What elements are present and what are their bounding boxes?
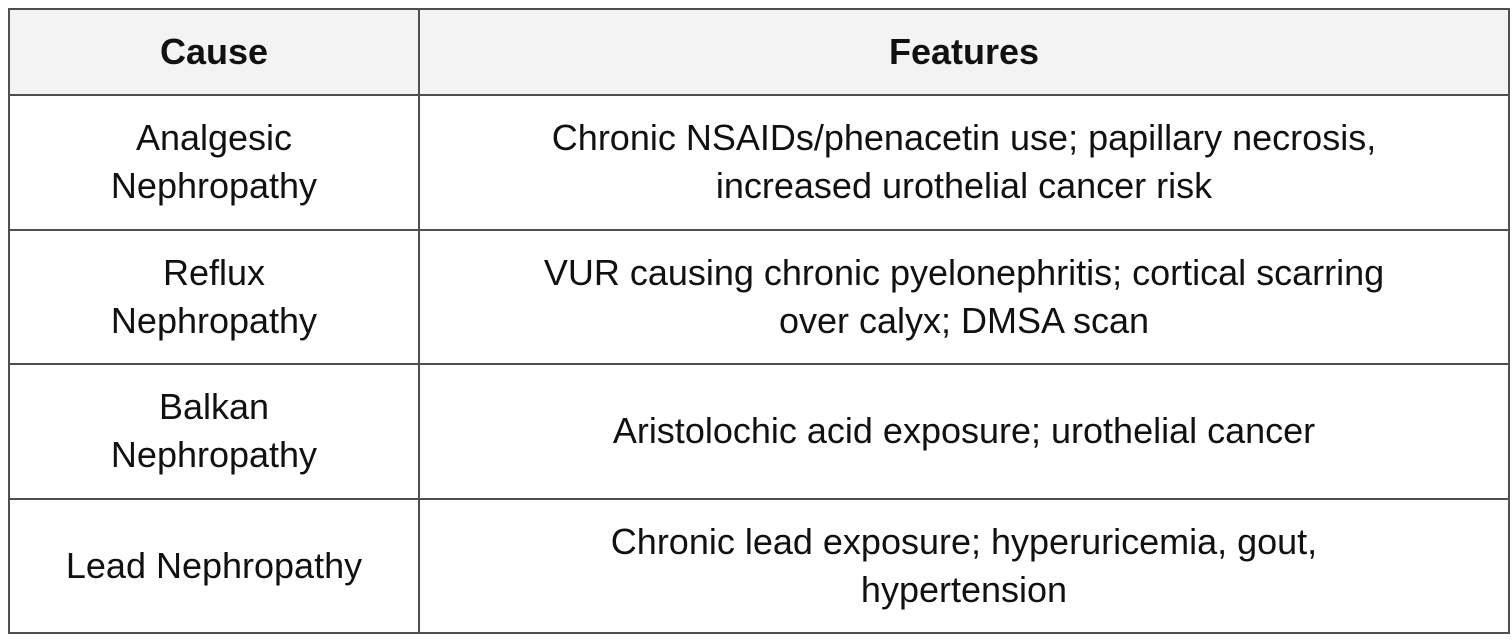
cause-cell — [9, 95, 419, 230]
header-row — [9, 9, 1509, 95]
features-cell — [419, 230, 1509, 365]
table-row — [9, 499, 1509, 634]
cause-line: Nephropathy — [110, 299, 318, 341]
features-line: hypertension — [860, 568, 1068, 610]
cause-line: Nephropathy — [110, 434, 318, 476]
table-row — [9, 95, 1509, 230]
table-row — [9, 230, 1509, 365]
causes-table — [8, 8, 1510, 634]
features-line: over calyx; DMSA scan — [778, 299, 1150, 341]
cause-line: Nephropathy — [110, 165, 318, 207]
cause-line: Reflux — [162, 251, 266, 293]
features-line: VUR causing chronic pyelonephritis; cortical scarring — [543, 251, 1385, 293]
cause-line: Analgesic — [135, 117, 293, 159]
features-line: Chronic NSAIDs/phenacetin use; papillary necrosis, — [551, 117, 1377, 159]
features-line: Chronic lead exposure; hyperuricemia, gout, — [610, 520, 1318, 562]
header-features: Features — [419, 9, 1509, 95]
features-line: Aristolochic acid exposure; urothelial cancer — [612, 410, 1316, 452]
cause-cell — [9, 230, 419, 365]
cause-line: Balkan — [158, 386, 270, 428]
cause-cell — [9, 364, 419, 499]
table-row — [9, 364, 1509, 499]
features-cell — [419, 95, 1509, 230]
features-line: increased urothelial cancer risk — [715, 165, 1213, 207]
cause-cell — [9, 499, 419, 634]
header-cause: Cause — [9, 9, 419, 95]
cause-line: Lead Nephropathy — [65, 544, 363, 586]
features-cell — [419, 499, 1509, 634]
features-cell — [419, 364, 1509, 499]
